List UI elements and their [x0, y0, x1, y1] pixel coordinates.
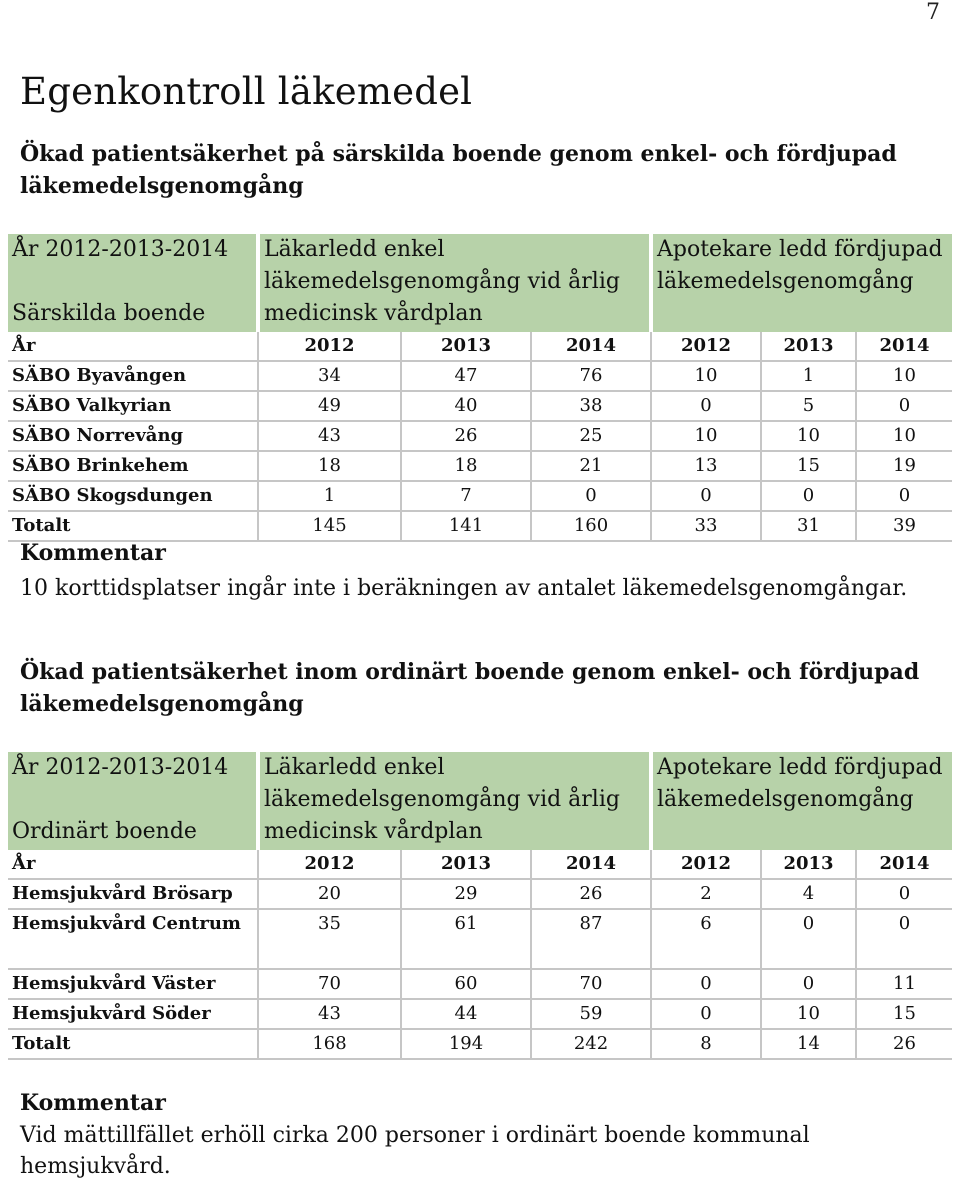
table-cell: 0 — [856, 909, 952, 969]
ordinart-table — [8, 752, 952, 1060]
table-cell: 49 — [258, 391, 401, 421]
table-cell: 60 — [401, 969, 531, 999]
table-cell: 0 — [531, 481, 651, 511]
table-cell: 20 — [258, 879, 401, 909]
table-cell: 10 — [761, 999, 856, 1029]
table-cell: 8 — [651, 1029, 761, 1059]
table-header-row — [8, 752, 952, 850]
table-cell: 10 — [651, 361, 761, 391]
header-group-lakarledd: Läkarledd enkel läkemedelsgenomgång vid årlig medicinsk vårdplan — [258, 234, 651, 332]
table-cell: 0 — [856, 481, 952, 511]
table-row — [8, 999, 952, 1029]
table-cell: 1 — [258, 481, 401, 511]
table-cell: 21 — [531, 451, 651, 481]
table-cell: 0 — [761, 481, 856, 511]
row-label: Hemsjukvård Brösarp — [8, 879, 258, 909]
table-cell: 0 — [856, 391, 952, 421]
table-cell: 43 — [258, 999, 401, 1029]
table-row — [8, 451, 952, 481]
row-label: SÄBO Brinkehem — [8, 451, 258, 481]
table-cell: 2013 — [761, 850, 856, 879]
header-group-apotekare: Apotekare ledd fördjupad läkemedelsgenomgång — [651, 234, 952, 332]
table-cell: 87 — [531, 909, 651, 969]
table-cell: 18 — [258, 451, 401, 481]
table-cell: 19 — [856, 451, 952, 481]
table-cell: 39 — [856, 511, 952, 541]
row-label: SÄBO Valkyrian — [8, 391, 258, 421]
table-cell: 242 — [531, 1029, 651, 1059]
row-label: Hemsjukvård Centrum — [8, 909, 258, 969]
header-years: År 2012-2013-2014 — [12, 237, 229, 262]
table-cell: 2012 — [651, 332, 761, 361]
table-cell: 61 — [401, 909, 531, 969]
table-cell: 0 — [651, 969, 761, 999]
table-cell: 145 — [258, 511, 401, 541]
table-cell: 31 — [761, 511, 856, 541]
table-cell: 40 — [401, 391, 531, 421]
table-cell: 15 — [761, 451, 856, 481]
table-cell: 2014 — [856, 850, 952, 879]
table-cell: 35 — [258, 909, 401, 969]
row-label: Totalt — [8, 1029, 258, 1059]
row-label: År — [8, 332, 258, 361]
table-row — [8, 361, 952, 391]
table-cell: 2012 — [258, 850, 401, 879]
comment-label: Kommentar — [20, 540, 166, 566]
table-cell: 33 — [651, 511, 761, 541]
table-cell: 2013 — [401, 850, 531, 879]
table-cell: 2014 — [531, 332, 651, 361]
table-cell: 47 — [401, 361, 531, 391]
table-cell: 59 — [531, 999, 651, 1029]
table-cell: 10 — [761, 421, 856, 451]
row-label: SÄBO Norrevång — [8, 421, 258, 451]
page-title: Egenkontroll läkemedel — [20, 70, 473, 113]
table-row — [8, 481, 952, 511]
table-cell: 18 — [401, 451, 531, 481]
header-group-lakarledd: Läkarledd enkel läkemedelsgenomgång vid årlig medicinsk vårdplan — [258, 752, 651, 850]
table-cell: 29 — [401, 879, 531, 909]
comment-label: Kommentar — [20, 1090, 166, 1116]
table-cell: 15 — [856, 999, 952, 1029]
header-boende: Särskilda boende — [12, 301, 206, 326]
comment-text: Vid mättillfället erhöll cirka 200 personer i ordinärt boende kommunal hemsjukvård. — [20, 1123, 810, 1179]
table-row — [8, 421, 952, 451]
header-boende: Ordinärt boende — [12, 819, 197, 844]
header-cell-first — [8, 752, 258, 850]
table-row — [8, 511, 952, 541]
table-cell: 141 — [401, 511, 531, 541]
table-cell: 4 — [761, 879, 856, 909]
sabo-table — [8, 234, 952, 542]
header-group-apotekare: Apotekare ledd fördjupad läkemedelsgenomgång — [651, 752, 952, 850]
table-cell: 2012 — [258, 332, 401, 361]
table-cell: 44 — [401, 999, 531, 1029]
row-label: SÄBO Skogsdungen — [8, 481, 258, 511]
table-cell: 2 — [651, 879, 761, 909]
table-cell: 70 — [531, 969, 651, 999]
table-row — [8, 909, 952, 969]
table-cell: 2012 — [651, 850, 761, 879]
comment-text: 10 korttidsplatser ingår inte i beräkningen av antalet läkemedelsgenomgångar. — [20, 576, 908, 601]
table-cell: 0 — [761, 969, 856, 999]
page-number: 7 — [926, 0, 940, 25]
table-cell: 0 — [761, 909, 856, 969]
row-label: År — [8, 850, 258, 879]
year-row — [8, 332, 952, 361]
table-cell: 2013 — [401, 332, 531, 361]
table-cell: 10 — [856, 421, 952, 451]
table-cell: 76 — [531, 361, 651, 391]
table-cell: 43 — [258, 421, 401, 451]
row-label: SÄBO Byavången — [8, 361, 258, 391]
table-row — [8, 1029, 952, 1059]
table-row — [8, 391, 952, 421]
header-years: År 2012-2013-2014 — [12, 755, 229, 780]
table-cell: 10 — [856, 361, 952, 391]
table-cell: 2013 — [761, 332, 856, 361]
table-cell: 26 — [531, 879, 651, 909]
table-cell: 2014 — [856, 332, 952, 361]
table-cell: 14 — [761, 1029, 856, 1059]
row-label: Totalt — [8, 511, 258, 541]
table-cell: 194 — [401, 1029, 531, 1059]
table-cell: 7 — [401, 481, 531, 511]
table-cell: 34 — [258, 361, 401, 391]
table-cell: 6 — [651, 909, 761, 969]
row-label: Hemsjukvård Väster — [8, 969, 258, 999]
table-cell: 26 — [856, 1029, 952, 1059]
section-1-heading: Ökad patientsäkerhet på särskilda boende genom enkel- och fördjupad läkemedelsgenomgång — [20, 141, 897, 199]
row-label: Hemsjukvård Söder — [8, 999, 258, 1029]
table-cell: 2014 — [531, 850, 651, 879]
table-cell: 0 — [856, 879, 952, 909]
table-cell: 168 — [258, 1029, 401, 1059]
header-cell-first — [8, 234, 258, 332]
table-cell: 10 — [651, 421, 761, 451]
table-cell: 70 — [258, 969, 401, 999]
section-2-heading: Ökad patientsäkerhet inom ordinärt boende genom enkel- och fördjupad läkemedelsgenomgång — [20, 659, 920, 717]
table-cell: 13 — [651, 451, 761, 481]
table-cell: 0 — [651, 391, 761, 421]
table-cell: 0 — [651, 481, 761, 511]
table-row — [8, 969, 952, 999]
table-header-row — [8, 234, 952, 332]
table-cell: 38 — [531, 391, 651, 421]
table-cell: 5 — [761, 391, 856, 421]
table-cell: 26 — [401, 421, 531, 451]
year-row — [8, 850, 952, 879]
table-row — [8, 879, 952, 909]
table-cell: 1 — [761, 361, 856, 391]
table-cell: 0 — [651, 999, 761, 1029]
table-cell: 11 — [856, 969, 952, 999]
table-cell: 160 — [531, 511, 651, 541]
table-cell: 25 — [531, 421, 651, 451]
